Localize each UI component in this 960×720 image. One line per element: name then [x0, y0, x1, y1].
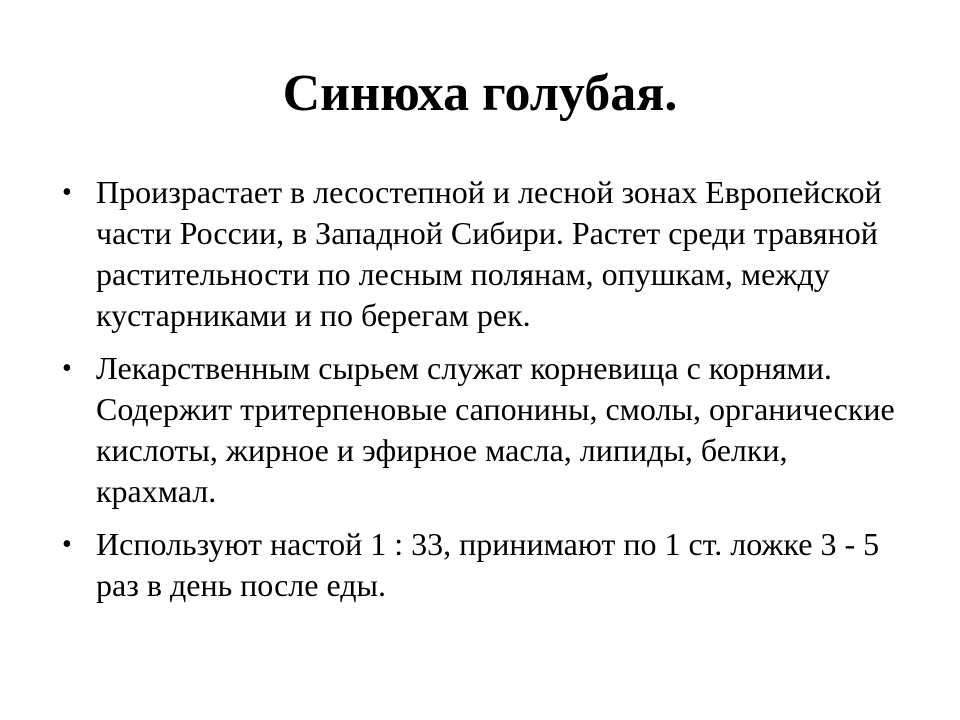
bullet-item: [58, 348, 908, 512]
bullet-text: Лекарственным сырьем служат корневища с корнями. Содержит тритерпеновые сапонины, смолы, органические кислоты, жирное и эфирное масла, липиды, белки, крахмал.: [96, 350, 895, 509]
bullet-list: [58, 172, 908, 618]
bullet-dot-icon: •: [62, 177, 72, 208]
bullet-text: Используют настой 1 : 33, принимают по 1 ст. ложке 3 - 5 раз в день после еды.: [96, 526, 880, 603]
bullet-text: Произрастает в лесостепной и лесной зонах Европейской части России, в Западной Сибири. Растет среди травяной растительности по лесным полянам, опушкам, между кустарниками и по берегам рек.: [96, 174, 882, 333]
bullet-dot-icon: •: [62, 353, 72, 384]
bullet-dot-icon: •: [62, 529, 72, 560]
bullet-item: [58, 172, 908, 336]
slide-title: Синюха голубая.: [282, 65, 678, 122]
bullet-item: [58, 524, 908, 606]
